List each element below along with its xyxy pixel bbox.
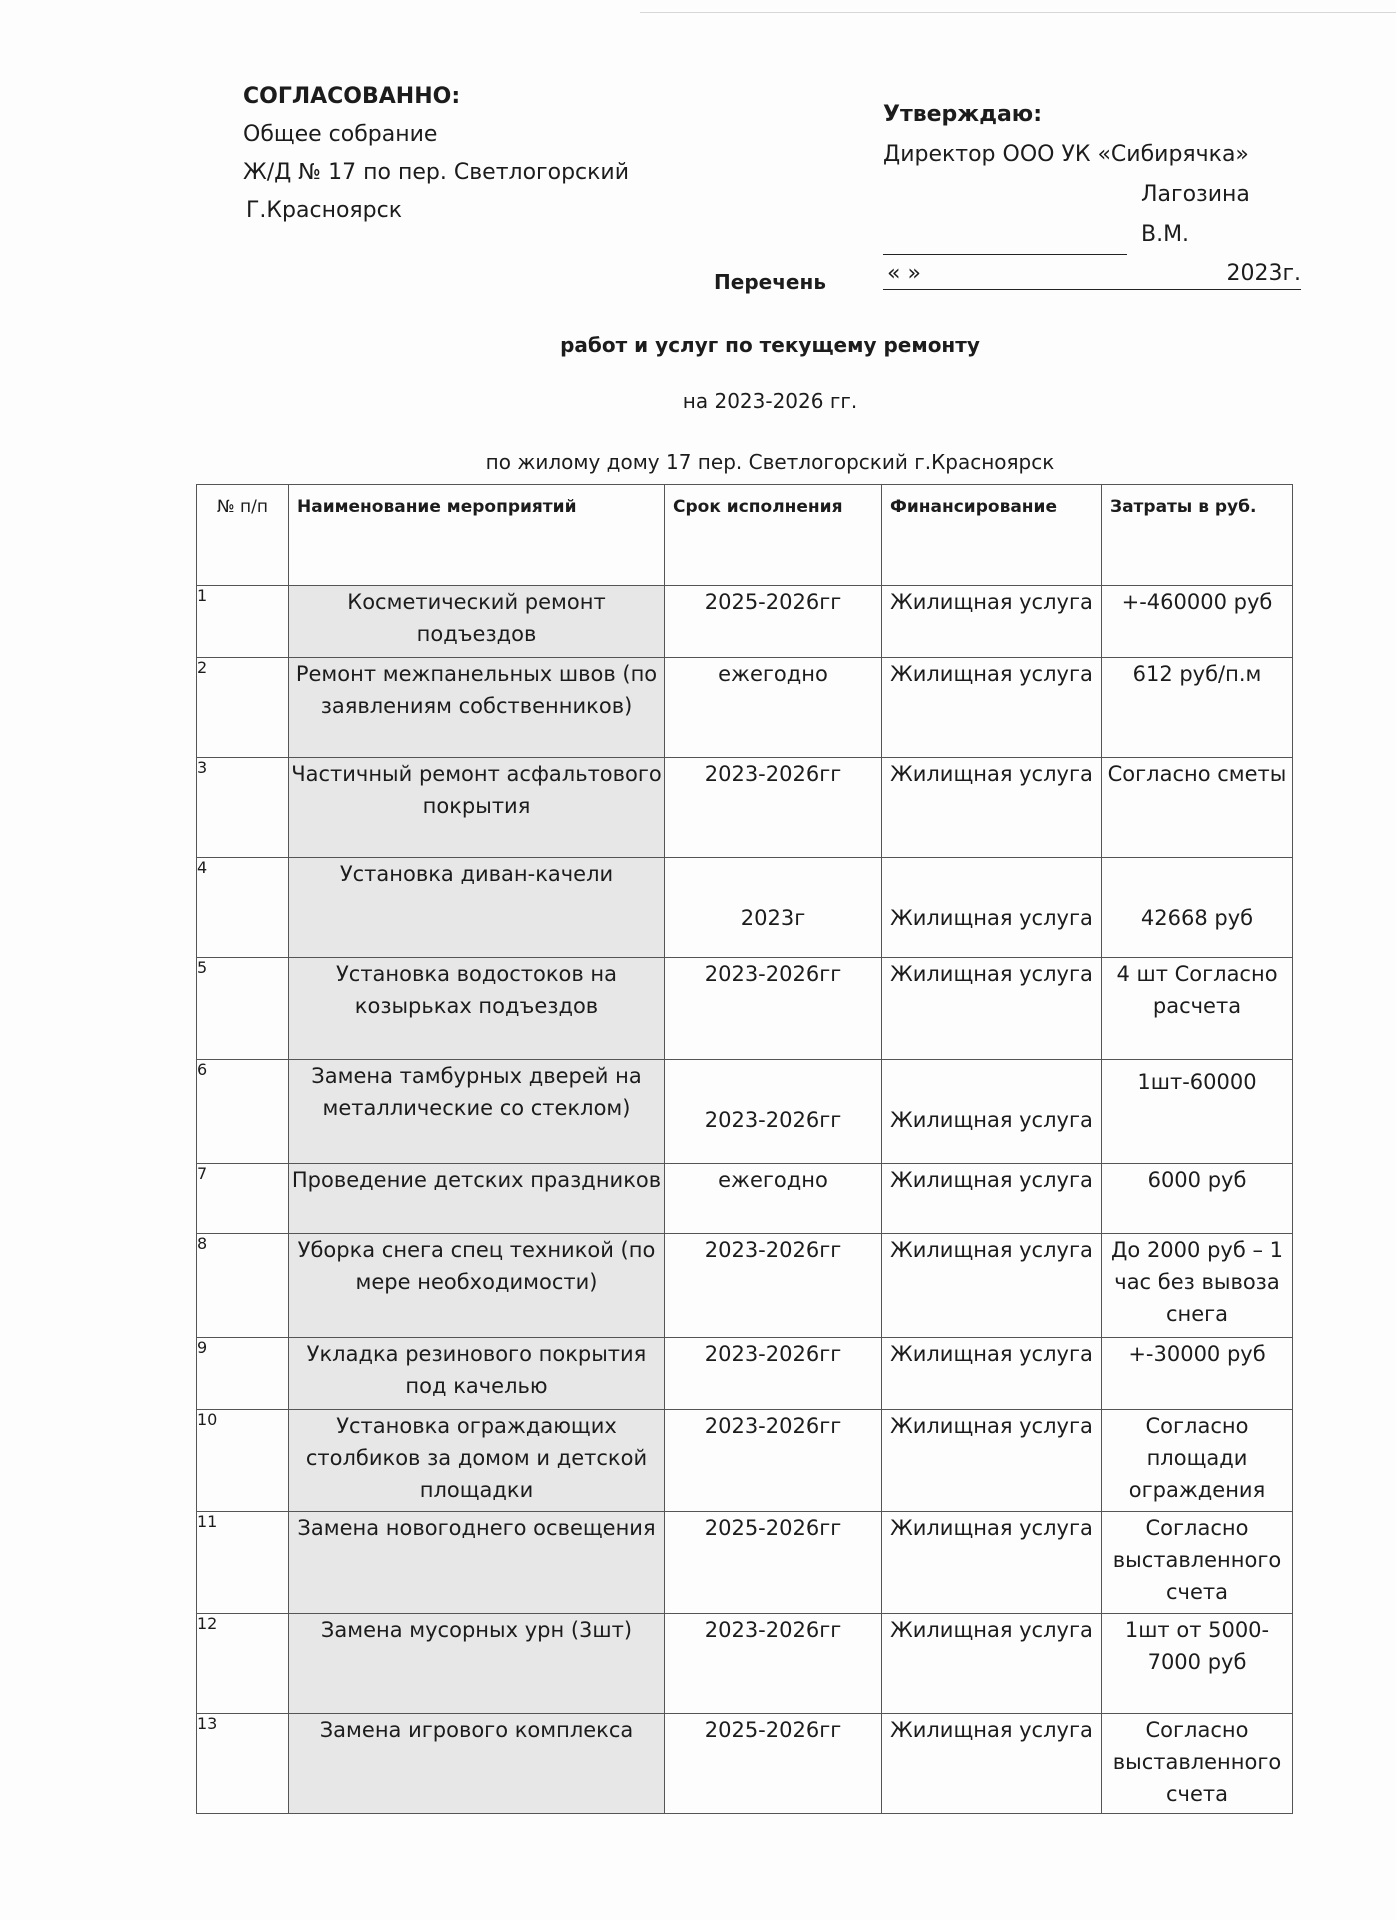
table-row	[197, 1714, 1293, 1814]
row-name: Установка водостоков на козырьках подъездов	[289, 958, 665, 1060]
row-term: 2023-2026гг	[665, 1410, 882, 1512]
row-cost: +-460000 руб	[1102, 586, 1293, 658]
row-financing: Жилищная услуга	[882, 658, 1102, 758]
date-year: 2023г.	[1226, 261, 1301, 286]
row-cost: 4 шт Согласно расчета	[1102, 958, 1293, 1060]
row-name: Установка ограждающих столбиков за домом и детской площадки	[289, 1410, 665, 1512]
document-title: Перечень	[714, 270, 826, 294]
row-name: Установка диван-качели	[289, 858, 665, 958]
approval-block	[243, 78, 629, 230]
row-cost: 612 руб/п.м	[1102, 658, 1293, 758]
row-financing: Жилищная услуга	[882, 758, 1102, 858]
row-number: 13	[197, 1714, 289, 1814]
table-row	[197, 1234, 1293, 1338]
header-number: № п/п	[197, 485, 289, 586]
row-cost: 6000 руб	[1102, 1164, 1293, 1234]
row-name: Укладка резинового покрытия под качелью	[289, 1338, 665, 1410]
header-term: Срок исполнения	[665, 485, 882, 586]
signature-row	[883, 175, 1301, 255]
row-financing: Жилищная услуга	[882, 1714, 1102, 1814]
works-table	[196, 484, 1293, 1814]
document-subtitle: работ и услуг по текущему ремонту	[560, 333, 980, 357]
table-row	[197, 1164, 1293, 1234]
row-term: 2023-2026гг	[665, 1338, 882, 1410]
row-financing: Жилищная услуга	[882, 1164, 1102, 1234]
approval-line-1: Общее собрание	[243, 122, 438, 147]
row-name: Проведение детских праздников	[289, 1164, 665, 1234]
row-term: ежегодно	[665, 658, 882, 758]
signer-name: Лагозина В.М.	[1140, 182, 1250, 247]
approval-line-2: Ж/Д № 17 по пер. Светлогорский	[243, 160, 630, 185]
table-row	[197, 586, 1293, 658]
row-financing: Жилищная услуга	[882, 1060, 1102, 1164]
row-financing: Жилищная услуга	[882, 1338, 1102, 1410]
table-row	[197, 1338, 1293, 1410]
row-cost: До 2000 руб – 1 час без вывоза снега	[1102, 1234, 1293, 1338]
header-financing: Финансирование	[882, 485, 1102, 586]
row-cost: Согласно выставленного счета	[1102, 1714, 1293, 1814]
date-day-quotes: « »	[887, 261, 921, 286]
row-number: 7	[197, 1164, 289, 1234]
signature-line	[883, 228, 1127, 255]
table-row	[197, 758, 1293, 858]
row-cost: +-30000 руб	[1102, 1338, 1293, 1410]
table-row	[197, 1614, 1293, 1714]
table-row	[197, 1410, 1293, 1512]
row-term: 2023-2026гг	[665, 958, 882, 1060]
row-name: Замена новогоднего освещения	[289, 1512, 665, 1614]
row-number: 10	[197, 1410, 289, 1512]
row-term: 2023-2026гг	[665, 1234, 882, 1338]
row-number: 11	[197, 1512, 289, 1614]
header-name: Наименование мероприятий	[289, 485, 665, 586]
table-row	[197, 1512, 1293, 1614]
confirmation-block	[883, 95, 1301, 290]
row-financing: Жилищная услуга	[882, 858, 1102, 958]
scan-edge-line	[640, 12, 1396, 13]
row-financing: Жилищная услуга	[882, 1512, 1102, 1614]
header-cost: Затраты в руб.	[1102, 485, 1293, 586]
director-position: Директор ООО УК «Сибирячка»	[883, 142, 1249, 167]
row-cost: 42668 руб	[1102, 858, 1293, 958]
row-financing: Жилищная услуга	[882, 1410, 1102, 1512]
table-row	[197, 1060, 1293, 1164]
row-name: Частичный ремонт асфальтового покрытия	[289, 758, 665, 858]
row-term: ежегодно	[665, 1164, 882, 1234]
row-cost: Согласно площади ограждения	[1102, 1410, 1293, 1512]
row-cost: 1шт-60000	[1102, 1060, 1293, 1164]
row-term: 2025-2026гг	[665, 1714, 882, 1814]
row-number: 2	[197, 658, 289, 758]
row-number: 5	[197, 958, 289, 1060]
row-number: 3	[197, 758, 289, 858]
confirmation-heading: Утверждаю:	[883, 102, 1042, 127]
row-cost: 1шт от 5000-7000 руб	[1102, 1614, 1293, 1714]
row-name: Замена мусорных урн (3шт)	[289, 1614, 665, 1714]
approval-heading: СОГЛАСОВАННО:	[243, 84, 461, 109]
row-term: 2025-2026гг	[665, 1512, 882, 1614]
row-term: 2025-2026гг	[665, 586, 882, 658]
row-name: Косметический ремонт подъездов	[289, 586, 665, 658]
row-number: 8	[197, 1234, 289, 1338]
row-name: Замена тамбурных дверей на металлические со стеклом)	[289, 1060, 665, 1164]
table-header-row	[197, 485, 1293, 586]
row-financing: Жилищная услуга	[882, 586, 1102, 658]
row-number: 12	[197, 1614, 289, 1714]
row-term: 2023-2026гг	[665, 1060, 882, 1164]
row-financing: Жилищная услуга	[882, 958, 1102, 1060]
row-number: 9	[197, 1338, 289, 1410]
row-name: Ремонт межпанельных швов (по заявлениям собственников)	[289, 658, 665, 758]
row-cost: Согласно выставленного счета	[1102, 1512, 1293, 1614]
row-financing: Жилищная услуга	[882, 1614, 1102, 1714]
row-name: Замена игрового комплекса	[289, 1714, 665, 1814]
document-address: по жилому дому 17 пер. Светлогорский г.Красноярск	[485, 450, 1055, 474]
approval-line-3: Г.Красноярск	[246, 198, 402, 223]
row-number: 4	[197, 858, 289, 958]
row-term: 2023-2026гг	[665, 1614, 882, 1714]
row-name: Уборка снега спец техникой (по мере необходимости)	[289, 1234, 665, 1338]
row-number: 6	[197, 1060, 289, 1164]
table-row	[197, 858, 1293, 958]
row-cost: Согласно сметы	[1102, 758, 1293, 858]
row-term: 2023-2026гг	[665, 758, 882, 858]
document-period: на 2023-2026 гг.	[682, 389, 858, 413]
row-number: 1	[197, 586, 289, 658]
table-row	[197, 658, 1293, 758]
row-financing: Жилищная услуга	[882, 1234, 1102, 1338]
row-term: 2023г	[665, 858, 882, 958]
table-row	[197, 958, 1293, 1060]
